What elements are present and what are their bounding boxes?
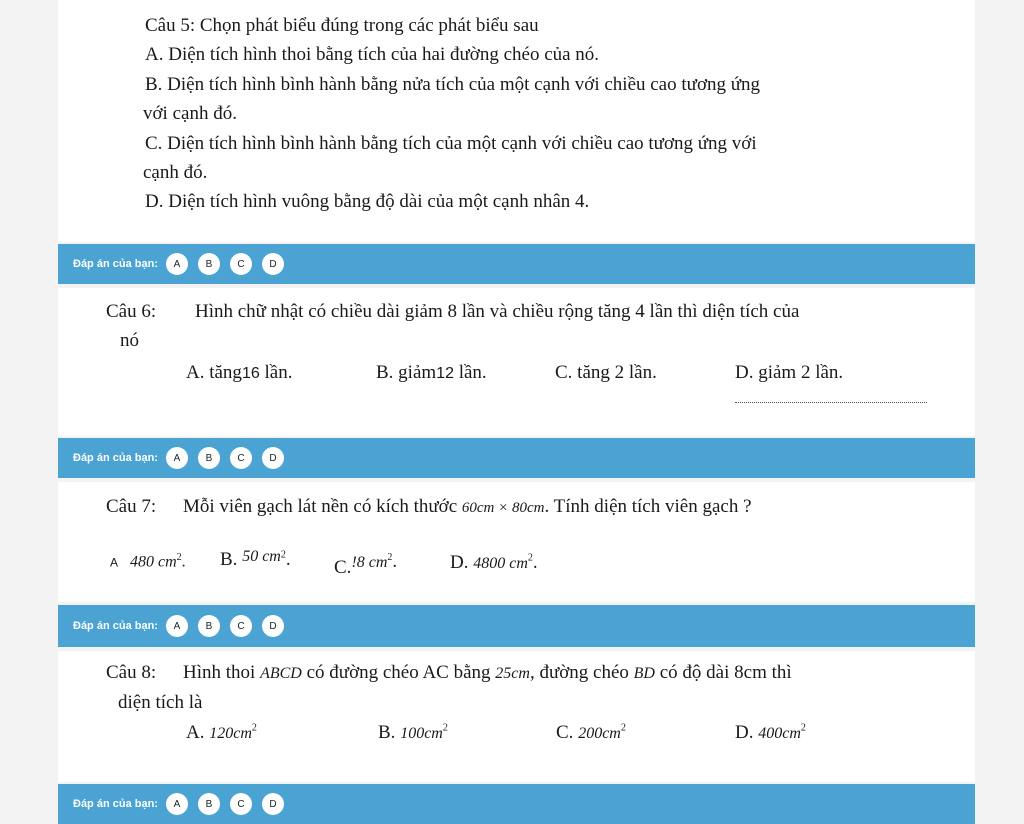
q6-text-line2: nó [120,330,139,351]
q6-number: Câu 6: [106,301,157,322]
answer-option-d[interactable]: D [262,615,284,637]
answer-option-c[interactable]: C [230,253,252,275]
answer-option-a[interactable]: A [166,615,188,637]
q7-size: 60cm × 80cm [461,500,545,516]
answer-option-d[interactable]: D [262,253,284,275]
answer-bar-label: Đáp án của bạn: [73,258,158,270]
q5-option-b-line1: B. Diện tích hình bình hành bằng nửa tích của một cạnh với chiều cao tương ứng [145,74,761,95]
q5-option-c-line2: cạnh đó. [143,162,208,183]
answer-bar-label: Đáp án của bạn: [73,452,158,464]
q6-option-a: A. tăng16 lần. [186,362,293,383]
answer-option-a[interactable]: A [166,447,188,469]
answer-option-b[interactable]: B [198,615,220,637]
q8-option-b: B. $100cm^2$ [378,722,448,743]
answer-bar-q5 [58,244,975,284]
answer-option-c[interactable]: C [230,793,252,815]
q7-number: Câu 7: [106,496,157,517]
answer-bar-label: Đáp án của bạn: [73,620,158,632]
q6-option-b: B. giảm12 lần. [376,362,487,383]
q7-option-d: D. 4800 $cm^2$. [450,552,538,573]
q7-option-a: A 480 $cm^2$. [110,552,186,571]
q5-title: Câu 5: Chọn phát biểu đúng trong các phát biểu sau [145,15,539,36]
q6-text: Hình chữ nhật có chiều dài giảm 8 lần và chiều rộng tăng 4 lần thì diện tích của [195,301,800,322]
q7-text: Mỗi viên gạch lát nền có kích thước 60cm × 80cm. Tính diện tích viên gạch ? [183,496,752,517]
q7-option-b: B. $^{50 cm2}$. [220,548,291,570]
answer-option-b[interactable]: B [198,793,220,815]
q6-answer-dotted-line [735,402,927,403]
q5-option-d: D. Diện tích hình vuông bằng độ dài của một cạnh nhân 4. [145,191,590,212]
question-6-card [58,288,975,436]
answer-option-c[interactable]: C [230,447,252,469]
answer-option-a[interactable]: A [166,253,188,275]
answer-option-c[interactable]: C [230,615,252,637]
question-5-card [58,0,975,242]
q8-number: Câu 8: [106,662,157,683]
answer-bar-label: Đáp án của bạn: [73,798,158,810]
q5-option-c-line1: C. Diện tích hình bình hành bằng tích của một cạnh với chiều cao tương ứng với [145,133,757,154]
question-7-card [58,482,975,602]
q8-option-c: C. $200cm^2$ [556,722,626,743]
answer-bar-q8 [58,784,975,824]
q8-option-d: D. $400cm^2$ [735,722,806,743]
q5-option-b-line2: với cạnh đó. [143,103,237,124]
answer-option-a[interactable]: A [166,793,188,815]
q8-text-line2: diện tích là [118,692,203,713]
answer-option-b[interactable]: B [198,447,220,469]
answer-bar-q7 [58,605,975,647]
answer-bar-q6 [58,438,975,478]
answer-option-d[interactable]: D [262,793,284,815]
q8-option-a: A. $120cm^2$ [186,722,257,743]
q6-option-c: C. tăng 2 lần. [555,362,657,383]
answer-option-b[interactable]: B [198,253,220,275]
answer-option-d[interactable]: D [262,447,284,469]
q8-text: Hình thoi ABCD có đường chéo AC bằng 25cm, đường chéo BD có độ dài 8cm thì [183,662,792,683]
question-8-card [58,651,975,782]
q6-option-d: D. giảm 2 lần. [735,362,844,383]
q5-option-a: A. Diện tích hình thoi bằng tích của hai đường chéo của nó. [145,44,600,65]
q7-option-c: C.$^{!8 cm2}$. [334,551,398,578]
